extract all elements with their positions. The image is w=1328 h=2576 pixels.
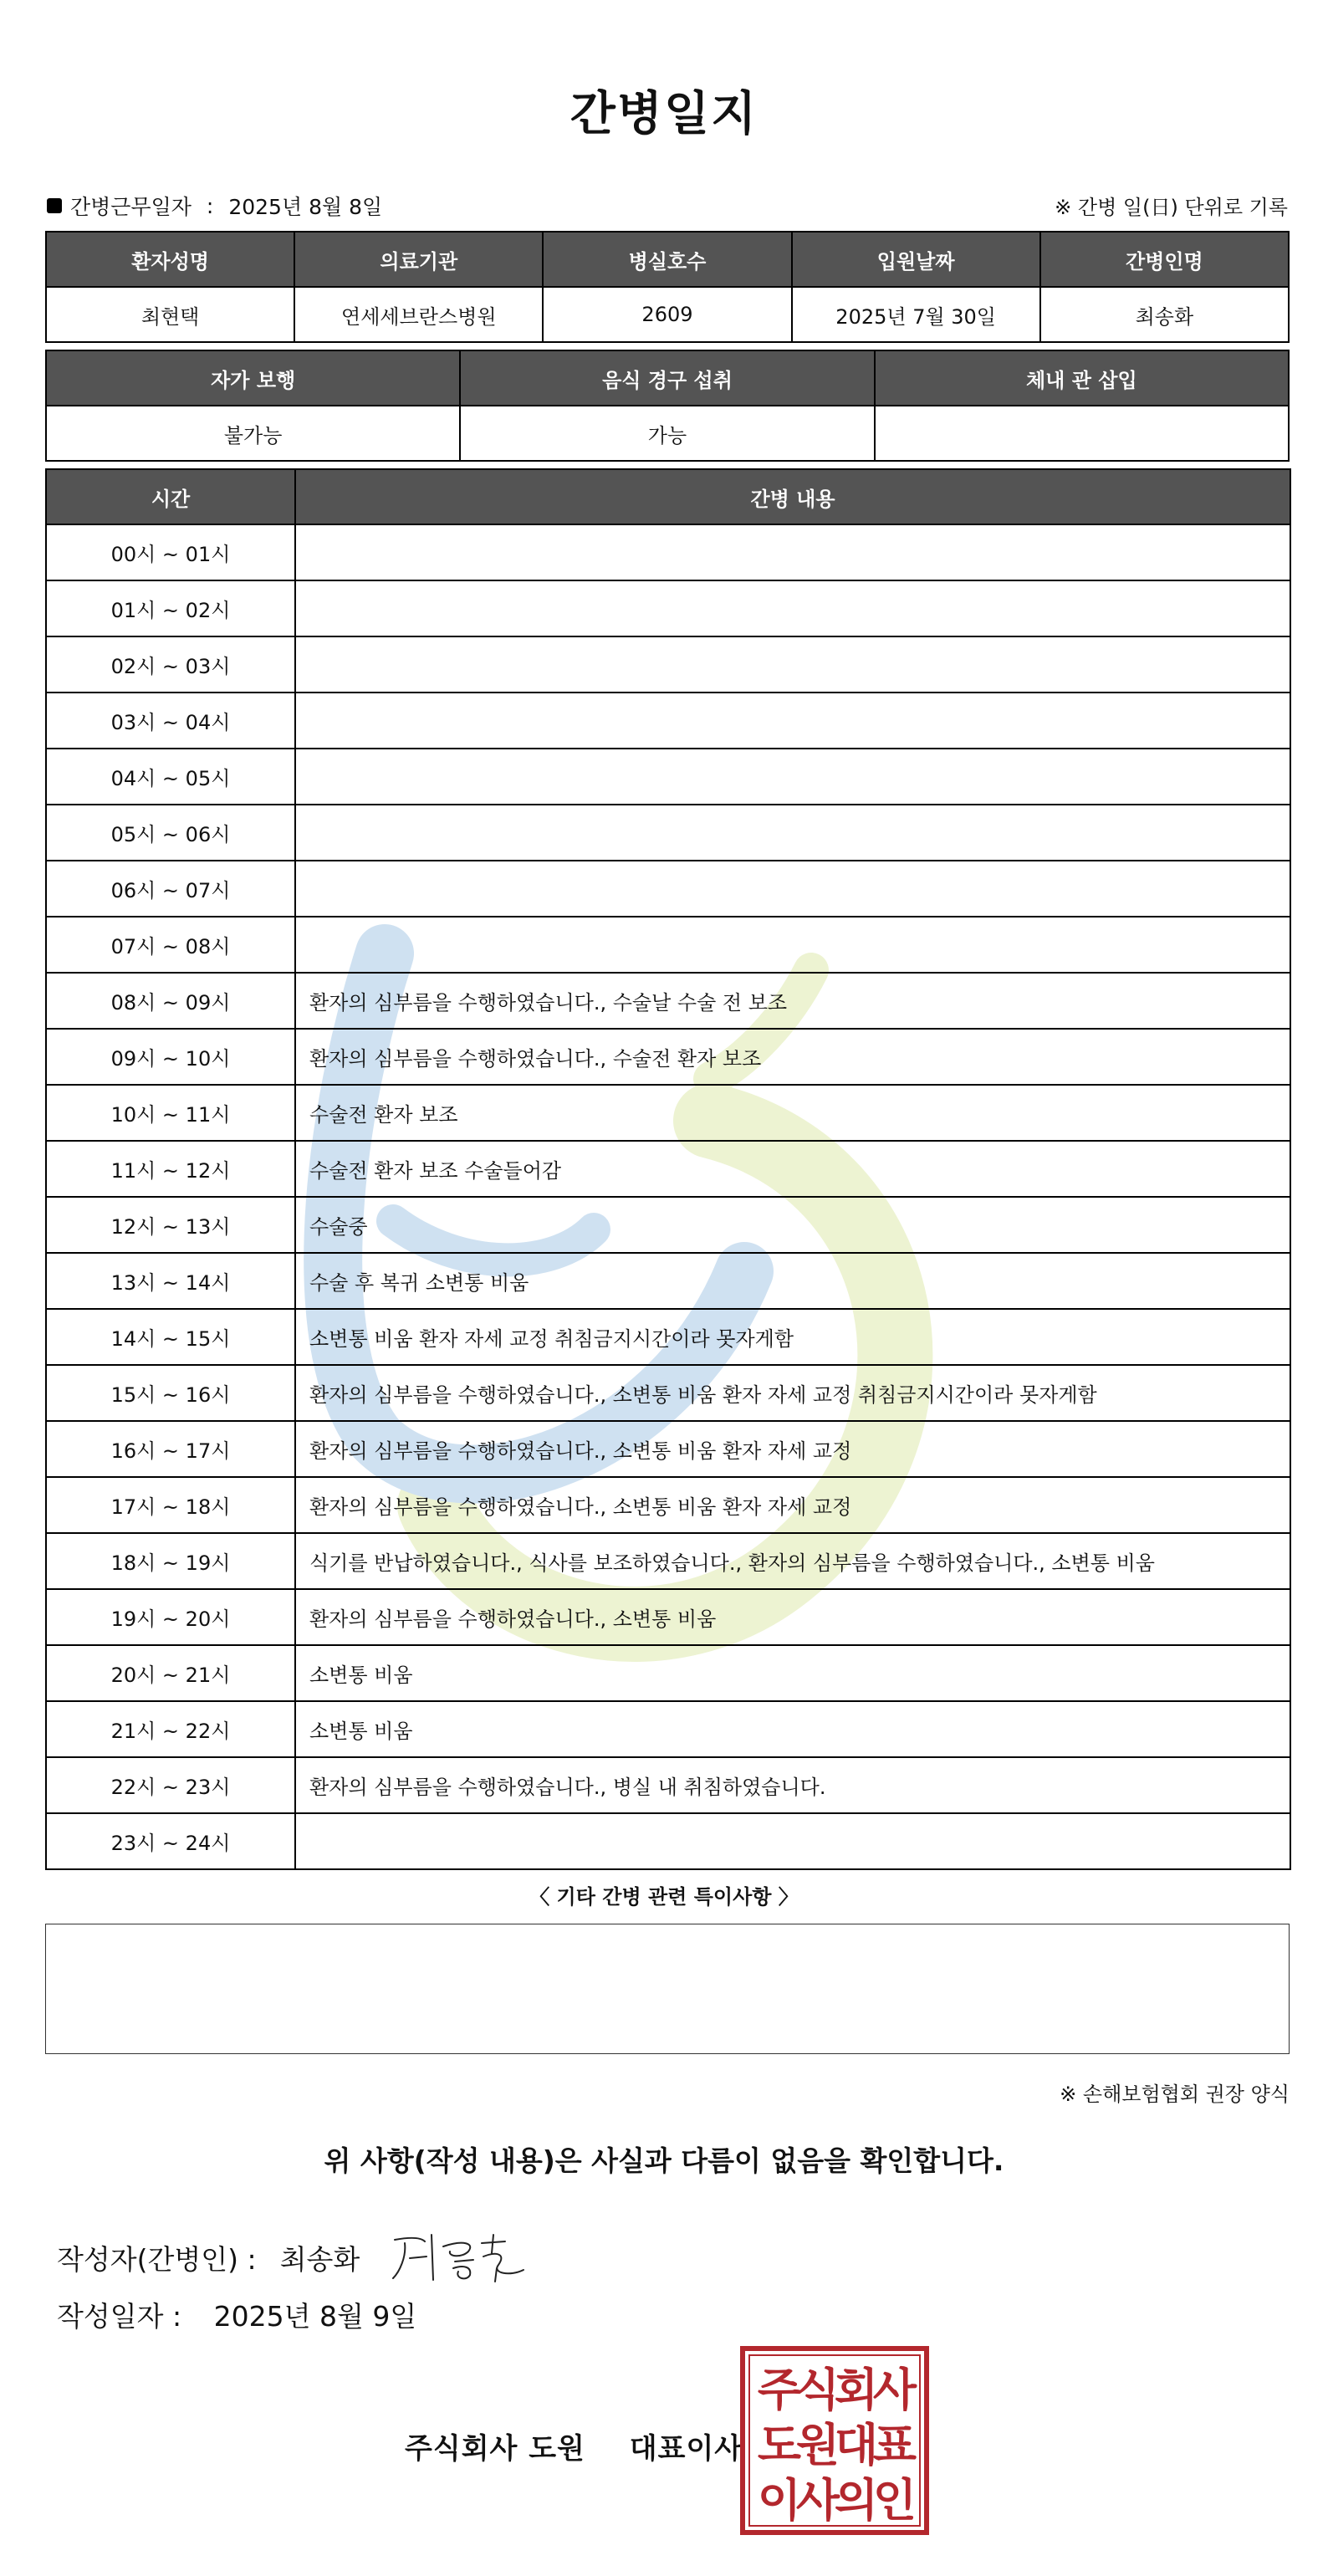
log-time-cell: 23시 ~ 24시 [46, 1813, 295, 1869]
log-row [46, 749, 1290, 805]
svg-text:사: 사 [795, 2474, 840, 2527]
svg-text:표: 표 [872, 2419, 917, 2471]
log-time-cell: 16시 ~ 17시 [46, 1421, 295, 1477]
work-date-separator: : [206, 193, 214, 218]
log-content-cell: 식기를 반납하였습니다., 식사를 보조하였습니다., 환자의 심부름을 수행하였습니다., 소변통 비움 [295, 1533, 1290, 1589]
log-content-cell [295, 524, 1290, 580]
log-time-cell: 14시 ~ 15시 [46, 1309, 295, 1365]
header-oral-intake: 음식 경구 섭취 [460, 350, 874, 406]
log-content-cell [295, 861, 1290, 917]
log-row [46, 1477, 1290, 1533]
header-care-content: 간병 내용 [295, 469, 1290, 524]
log-content-cell: 환자의 심부름을 수행하였습니다., 소변통 비움 환자 자세 교정 [295, 1421, 1290, 1477]
log-row [46, 805, 1290, 861]
room-number: 2609 [543, 287, 791, 342]
log-time-cell: 17시 ~ 18시 [46, 1477, 295, 1533]
written-date-label: 작성일자 : [57, 2300, 182, 2333]
header-institution: 의료기관 [294, 232, 543, 287]
log-row [46, 693, 1290, 749]
writer-row [57, 2228, 530, 2287]
svg-text:도: 도 [757, 2419, 802, 2471]
log-time-cell: 13시 ~ 14시 [46, 1253, 295, 1309]
log-time-cell: 08시 ~ 09시 [46, 973, 295, 1029]
log-row [46, 973, 1290, 1029]
header-tube-insertion: 체내 관 삽입 [875, 350, 1289, 406]
patient-status-table [45, 350, 1290, 462]
log-time-cell: 20시 ~ 21시 [46, 1645, 295, 1701]
form-source-note: ※ 손해보험협회 권장 양식 [1060, 2083, 1290, 2106]
log-content-cell: 소변통 비움 환자 자세 교정 취침금지시간이라 못자게함 [295, 1309, 1290, 1365]
log-row [46, 861, 1290, 917]
log-row [46, 1029, 1290, 1085]
header-time: 시간 [46, 469, 295, 524]
record-unit-note: ※ 간병 일(日) 단위로 기록 [1055, 196, 1288, 219]
svg-text:의: 의 [834, 2474, 879, 2527]
work-date-label: 간병근무일자 [70, 195, 192, 219]
log-content-cell: 수술 후 복귀 소변통 비움 [295, 1253, 1290, 1309]
log-row [46, 1757, 1290, 1813]
patient-name: 최현택 [46, 287, 294, 342]
log-time-cell: 00시 ~ 01시 [46, 524, 295, 580]
confirmation-statement: 위 사항(작성 내용)은 사실과 다름이 없음을 확인합니다. [324, 2144, 1004, 2177]
log-time-cell: 10시 ~ 11시 [46, 1085, 295, 1141]
svg-text:식: 식 [795, 2364, 840, 2416]
svg-text:사: 사 [872, 2364, 917, 2416]
svg-text:회: 회 [834, 2364, 879, 2416]
log-content-cell [295, 749, 1290, 805]
svg-text:주: 주 [757, 2364, 802, 2416]
handwritten-signature [388, 2228, 530, 2287]
admission-date: 2025년 7월 30일 [792, 287, 1040, 342]
log-content-cell: 환자의 심부름을 수행하였습니다., 소변통 비움 환자 자세 교정 취침금지시간이라 못자게함 [295, 1365, 1290, 1421]
log-time-cell: 19시 ~ 20시 [46, 1589, 295, 1645]
log-table-body [46, 524, 1290, 1869]
log-content-cell: 수술전 환자 보조 [295, 1085, 1290, 1141]
log-row [46, 1365, 1290, 1421]
self-walking-value: 불가능 [46, 406, 460, 461]
written-date-value: 2025년 8월 9일 [213, 2300, 417, 2333]
log-time-cell: 15시 ~ 16시 [46, 1365, 295, 1421]
log-time-cell: 01시 ~ 02시 [46, 580, 295, 636]
log-content-cell: 환자의 심부름을 수행하였습니다., 수술전 환자 보조 [295, 1029, 1290, 1085]
company-name: 주식회사 도원 [405, 2432, 585, 2466]
log-content-cell: 수술전 환자 보조 수술들어감 [295, 1141, 1290, 1197]
company-signoff [405, 2425, 743, 2466]
svg-text:이: 이 [757, 2474, 802, 2527]
log-time-cell: 22시 ~ 23시 [46, 1757, 295, 1813]
log-row [46, 580, 1290, 636]
writer-label: 작성자(간병인) : [57, 2242, 257, 2276]
svg-text:인: 인 [872, 2474, 917, 2527]
log-row [46, 917, 1290, 973]
log-time-cell: 07시 ~ 08시 [46, 917, 295, 973]
log-row [46, 1085, 1290, 1141]
log-content-cell [295, 1813, 1290, 1869]
log-content-cell: 수술중 [295, 1197, 1290, 1253]
header-caregiver-name: 간병인명 [1040, 232, 1289, 287]
special-notes-box [45, 1924, 1290, 2054]
svg-text:원: 원 [795, 2419, 840, 2471]
oral-intake-value: 가능 [460, 406, 874, 461]
log-time-cell: 11시 ~ 12시 [46, 1141, 295, 1197]
log-row [46, 1253, 1290, 1309]
log-content-cell: 환자의 심부름을 수행하였습니다., 병실 내 취침하였습니다. [295, 1757, 1290, 1813]
log-content-cell [295, 917, 1290, 973]
document-title: 간병일지 [570, 87, 758, 141]
header-admission-date: 입원날짜 [792, 232, 1040, 287]
square-bullet-icon [47, 198, 62, 213]
work-date-value: 2025년 8월 8일 [228, 195, 383, 219]
log-row [46, 1645, 1290, 1701]
log-row [46, 1701, 1290, 1757]
company-ceo-title: 대표이사 [629, 2432, 743, 2466]
header-room-number: 병실호수 [543, 232, 791, 287]
work-date-row [47, 191, 1288, 224]
header-self-walking: 자가 보행 [46, 350, 460, 406]
patient-info-table [45, 231, 1290, 343]
svg-text:대: 대 [834, 2419, 879, 2471]
institution: 연세세브란스병원 [294, 287, 543, 342]
writer-name: 최송화 [279, 2242, 360, 2276]
log-row [46, 1421, 1290, 1477]
log-row [46, 1589, 1290, 1645]
log-content-cell [295, 580, 1290, 636]
log-row [46, 1533, 1290, 1589]
log-content-cell: 소변통 비움 [295, 1701, 1290, 1757]
log-time-cell: 21시 ~ 22시 [46, 1701, 295, 1757]
log-time-cell: 04시 ~ 05시 [46, 749, 295, 805]
log-time-cell: 06시 ~ 07시 [46, 861, 295, 917]
log-time-cell: 12시 ~ 13시 [46, 1197, 295, 1253]
log-content-cell: 소변통 비움 [295, 1645, 1290, 1701]
header-patient-name: 환자성명 [46, 232, 294, 287]
company-seal-stamp [739, 2345, 930, 2536]
hourly-care-log-table [45, 468, 1291, 1870]
log-row [46, 1141, 1290, 1197]
log-content-cell [295, 805, 1290, 861]
tube-insertion-value [875, 406, 1289, 461]
log-row [46, 1309, 1290, 1365]
log-row [46, 524, 1290, 580]
log-content-cell: 환자의 심부름을 수행하였습니다., 수술날 수술 전 보조 [295, 973, 1290, 1029]
written-date-row [57, 2295, 416, 2334]
log-content-cell: 환자의 심부름을 수행하였습니다., 소변통 비움 [295, 1589, 1290, 1645]
notes-title: 〈 기타 간병 관련 특이사항 〉 [529, 1885, 799, 1909]
log-time-cell: 03시 ~ 04시 [46, 693, 295, 749]
log-content-cell [295, 636, 1290, 693]
log-time-cell: 18시 ~ 19시 [46, 1533, 295, 1589]
log-time-cell: 05시 ~ 06시 [46, 805, 295, 861]
log-time-cell: 09시 ~ 10시 [46, 1029, 295, 1085]
log-content-cell [295, 693, 1290, 749]
log-row [46, 1813, 1290, 1869]
log-row [46, 636, 1290, 693]
log-row [46, 1197, 1290, 1253]
caregiver-name: 최송화 [1040, 287, 1289, 342]
log-content-cell: 환자의 심부름을 수행하였습니다., 소변통 비움 환자 자세 교정 [295, 1477, 1290, 1533]
log-time-cell: 02시 ~ 03시 [46, 636, 295, 693]
